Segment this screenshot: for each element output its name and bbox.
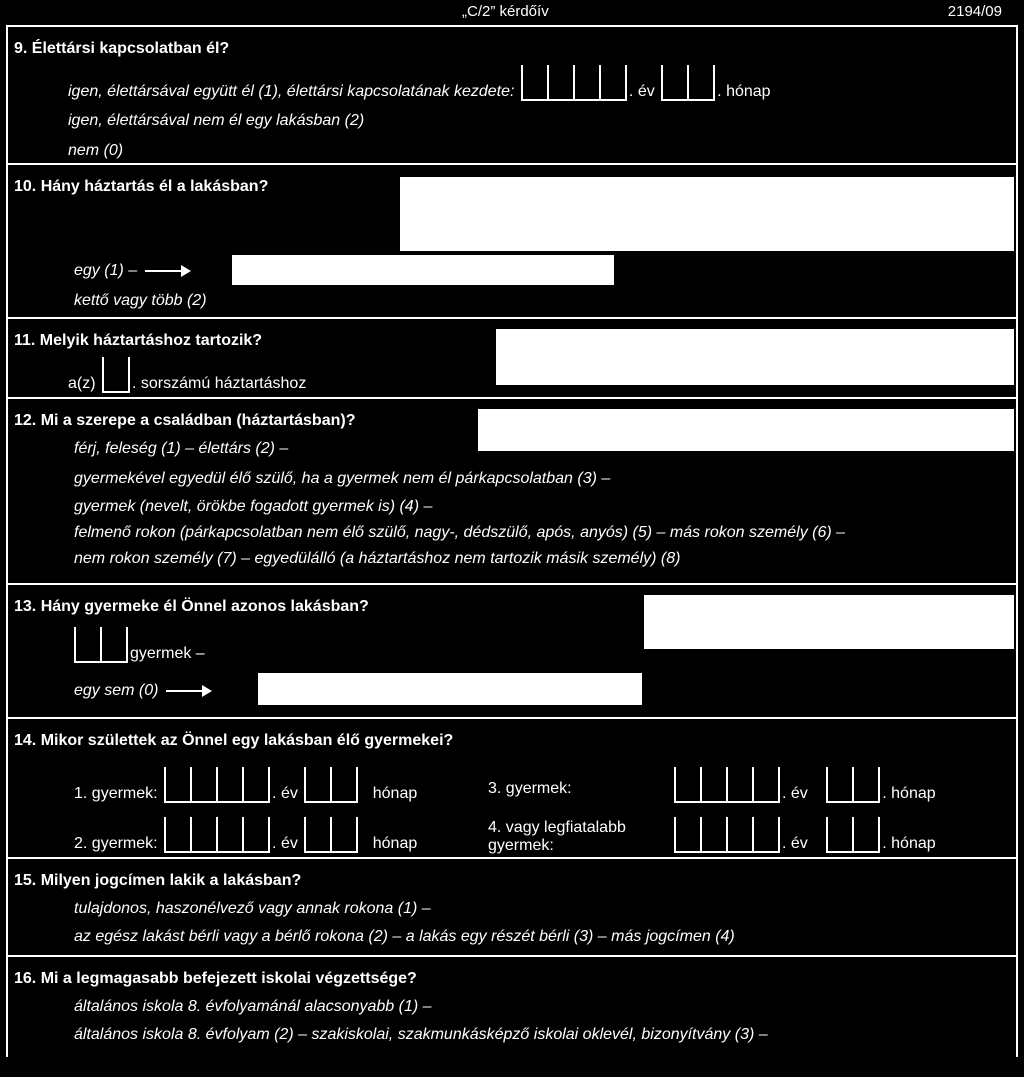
child-1-month-field[interactable] [304,767,358,803]
question-9-title: 9. Élettársi kapcsolatban él? [14,40,230,57]
household-number-line [68,357,306,393]
arrow-right-icon [145,270,189,272]
question-15 [8,859,1016,957]
child-3-year-field[interactable] [674,767,780,803]
question-9-option-1[interactable] [68,65,771,101]
question-16-option-line-2[interactable]: általános iskola 8. évfolyam (2) – szakiskolai, szakmunkásképző iskolai oklevél, bizonyítvány (3) – [74,1026,768,1043]
start-year-field[interactable] [521,65,627,101]
child-2-year-field[interactable] [164,817,270,853]
form-number: 2194/09 [947,3,1002,20]
question-15-option-line-1[interactable]: tulajdonos, haszonélvező vagy annak rokona (1) – [74,900,431,917]
question-10-title: 10. Hány háztartás él a lakásban? [14,178,269,195]
question-11-title: 11. Melyik háztartáshoz tartozik? [14,332,263,349]
question-10-option-1[interactable] [74,261,197,280]
instruction-box [478,409,1014,451]
child-4-label-line-1: 4. vagy legfiatalabb [488,819,626,836]
month-label: . hónap [882,834,936,852]
form-code: „C/2” kérdőív [462,3,549,20]
year-label: . év [782,834,808,852]
question-14 [8,719,1016,859]
month-label: hónap [372,784,418,802]
children-count-line [72,627,205,663]
question-15-title: 15. Milyen jogcímen lakik a lakásban? [14,872,302,889]
question-12-option-line-1[interactable]: férj, feleség (1) – élettárs (2) – [74,440,289,457]
question-12 [8,399,1016,585]
child-4-year-field[interactable] [674,817,780,853]
month-label: . hónap [882,784,936,802]
question-10 [8,165,1016,319]
skip-instruction-box [258,673,642,705]
skip-instruction-box [232,255,614,285]
question-13-option-none[interactable] [74,681,218,700]
option-1-label: egy (1) – [74,262,138,279]
question-15-option-line-2[interactable]: az egész lakást bérli vagy a bérlő rokona (2) – a lakás egy részét bérli (3) – más jogcímen (4) [74,928,735,945]
year-label: . év [272,784,298,802]
prefix-label: a(z) [68,374,96,392]
suffix-label: . sorszámú háztartáshoz [132,374,307,392]
instruction-box [400,177,1014,251]
question-14-title: 14. Mikor születtek az Önnel egy lakásban élő gyermekei? [14,732,454,749]
month-label: hónap [372,834,418,852]
child-3-month-field[interactable] [826,767,880,803]
question-12-option-line-3[interactable]: gyermek (nevelt, örökbe fogadott gyermek is) (4) – [74,498,433,515]
none-label: egy sem (0) [74,682,159,699]
instruction-box [644,595,1014,649]
question-13-title: 13. Hány gyermeke él Önnel azonos lakásban? [14,598,369,615]
question-9 [8,27,1016,165]
child-1-year-field[interactable] [164,767,270,803]
year-label: . év [782,784,808,802]
year-label: . év [628,82,655,100]
question-12-option-line-5[interactable]: nem rokon személy (7) – egyedülálló (a háztartáshoz nem tartozik másik személy) (8) [74,550,681,567]
question-10-option-2[interactable]: kettő vagy több (2) [74,292,207,309]
questionnaire-frame [6,25,1018,1057]
question-9-option-3[interactable]: nem (0) [68,142,124,159]
child-2-birth [74,817,417,853]
household-number-field[interactable] [102,357,130,393]
child-2-label: 2. gyermek: [74,834,158,852]
question-12-option-line-2[interactable]: gyermekével egyedül élő szülő, ha a gyermek nem él párkapcsolatban (3) – [74,470,611,487]
question-12-title: 12. Mi a szerepe a családban (háztartásban)? [14,412,356,429]
child-3-birth [672,767,936,803]
question-13 [8,585,1016,719]
arrow-right-icon [166,690,210,692]
child-1-label: 1. gyermek: [74,784,158,802]
child-2-month-field[interactable] [304,817,358,853]
start-month-field[interactable] [661,65,715,101]
question-16-option-line-1[interactable]: általános iskola 8. évfolyamánál alacsonyabb (1) – [74,998,432,1015]
child-4-birth [672,817,936,853]
children-label: gyermek – [130,644,205,662]
child-4-label-line-2: gyermek: [488,837,554,854]
question-16 [8,957,1016,1077]
question-16-title: 16. Mi a legmagasabb befejezett iskolai végzettsége? [14,970,417,987]
children-count-field[interactable] [74,627,128,663]
option-1-label: igen, élettársával együtt él (1), élettársi kapcsolatának kezdete: [68,82,515,100]
month-label: . hónap [717,82,771,100]
question-11 [8,319,1016,399]
question-9-option-2[interactable]: igen, élettársával nem él egy lakásban (2) [68,112,365,129]
instruction-box [496,329,1014,385]
child-3-label: 3. gyermek: [488,780,572,797]
question-12-option-line-4[interactable]: felmenő rokon (párkapcsolatban nem élő szülő, nagy-, dédszülő, após, anyós) (5) – más rokon személy (6) – [74,524,846,541]
child-1-birth [74,767,417,803]
year-label: . év [272,834,298,852]
child-4-month-field[interactable] [826,817,880,853]
page-header [0,3,1024,25]
child-4-label [488,819,626,855]
